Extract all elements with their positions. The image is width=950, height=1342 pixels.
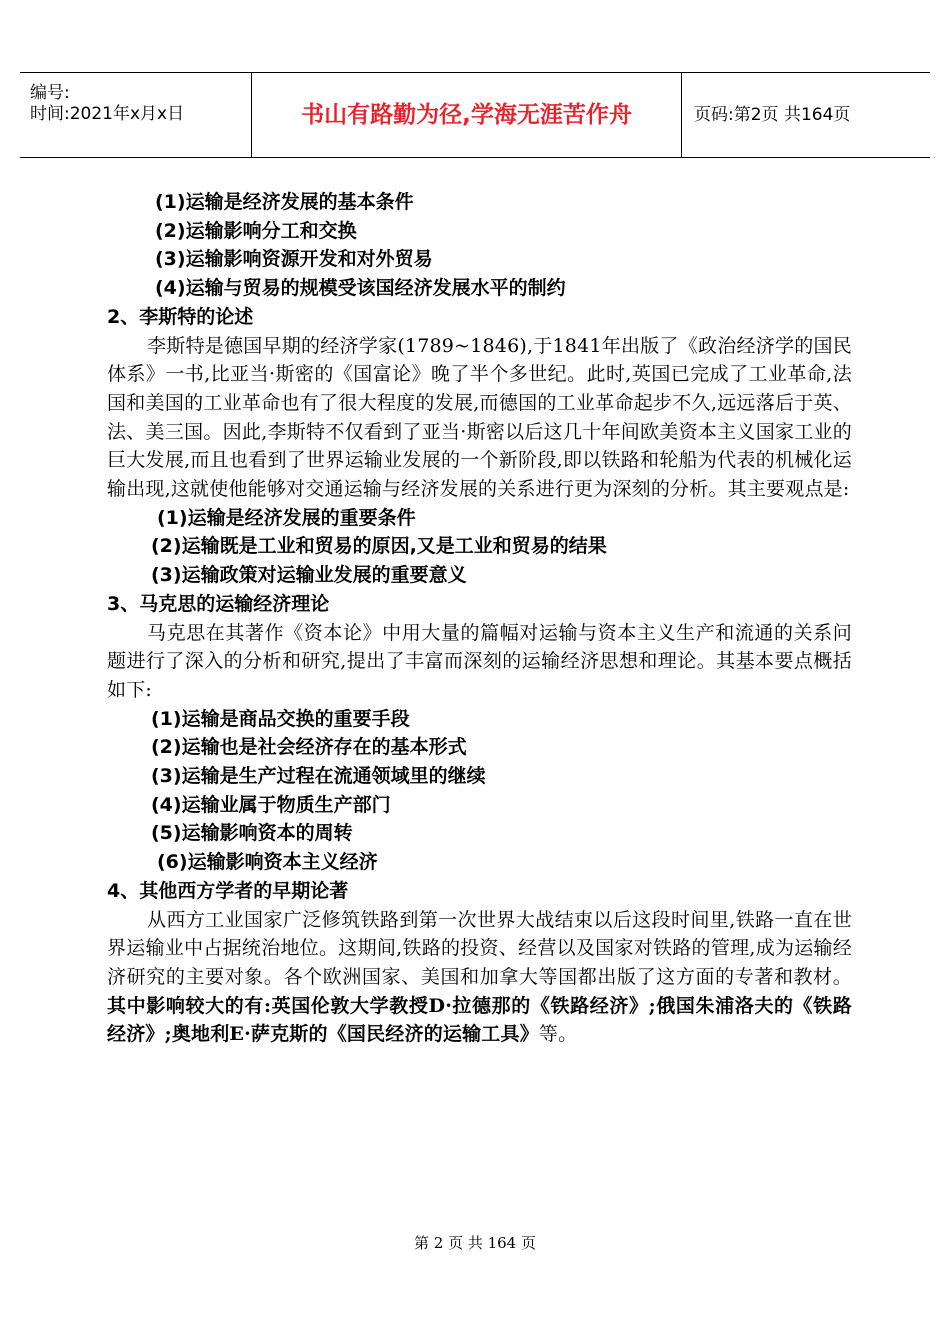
- header-table: [20, 72, 930, 158]
- list-item: (1)运输是经济发展的重要条件: [157, 506, 416, 529]
- list-item: (3)运输是生产过程在流通领域里的继续: [151, 765, 486, 788]
- section-heading: 2、李斯特的论述: [107, 305, 254, 328]
- paragraph-bold-text: 其中影响较大的有:英国伦敦大学教授D·拉德那的《铁路经济》;俄国朱浦洛夫的《铁路经济》;奥地利E·萨克斯的《国民经济的运输工具》: [107, 994, 852, 1046]
- time-label: 时间:2021年x月x日: [30, 104, 185, 124]
- page-label: 页码:第2页 共164页: [694, 105, 851, 125]
- list-item: (2)运输既是工业和贸易的原因,又是工业和贸易的结果: [151, 535, 607, 558]
- motto: 书山有路勤为径,学海无涯苦作舟: [252, 73, 682, 157]
- paragraph: 马克思在其著作《资本论》中用大量的篇幅对运输与资本主义生产和流通的关系问题进行了深入的分析和研究,提出了丰富而深刻的运输经济思想和理论。其基本要点概括如下:: [107, 621, 852, 701]
- list-item: (4)运输与贸易的规模受该国经济发展水平的制约: [155, 277, 566, 300]
- list-item: (2)运输影响分工和交换: [155, 219, 357, 242]
- header-meta-cell: [20, 73, 252, 157]
- paragraph: [107, 906, 852, 1050]
- list-item: (1)运输是商品交换的重要手段: [151, 707, 410, 730]
- list-item: (4)运输业属于物质生产部门: [151, 793, 391, 816]
- number-label: 编号:: [30, 83, 70, 103]
- document-body: [107, 188, 852, 1049]
- page-footer: 第 2 页 共 164 页: [413, 1234, 536, 1252]
- paragraph: 李斯特是德国早期的经济学家(1789~1846),于1841年出版了《政治经济学的国民体系》一书,比亚当·斯密的《国富论》晚了半个多世纪。此时,英国已完成了工业革命,法国和美国的工业革命也有了很大程度的发展,而德国的工业革命起步不久,远远落后于英、法、美三国。因此,李斯特不仅看到了亚当·斯密以后这几十年间欧美资本主义国家工业的巨大发展,而且也看到了世界运输业发展的一个新阶段,即以铁路和轮船为代表的机械化运输出现,这就使他能够对交通运输与经济发展的关系进行更为深刻的分析。其主要观点是:: [107, 334, 852, 501]
- paragraph-text: 从西方工业国家广泛修筑铁路到第一次世界大战结束以后这段时间里,铁路一直在世界运输业中占据统治地位。这期间,铁路的投资、经营以及国家对铁路的管理,成为运输经济研究的主要对象。各个欧洲国家、美国和加拿大等国都出版了这方面的专著和教材。: [107, 908, 852, 988]
- paragraph-end-text: 等。: [538, 1023, 578, 1046]
- list-item: (3)运输政策对运输业发展的重要意义: [151, 564, 467, 587]
- list-item: (5)运输影响资本的周转: [151, 822, 353, 845]
- list-item: (2)运输也是社会经济存在的基本形式: [151, 736, 467, 759]
- list-item: (6)运输影响资本主义经济: [157, 851, 378, 874]
- section-heading: 4、其他西方学者的早期论著: [107, 879, 349, 902]
- list-item: (1)运输是经济发展的基本条件: [155, 191, 414, 213]
- section-heading: 3、马克思的运输经济理论: [107, 592, 330, 615]
- list-item: (3)运输影响资源开发和对外贸易: [155, 248, 433, 271]
